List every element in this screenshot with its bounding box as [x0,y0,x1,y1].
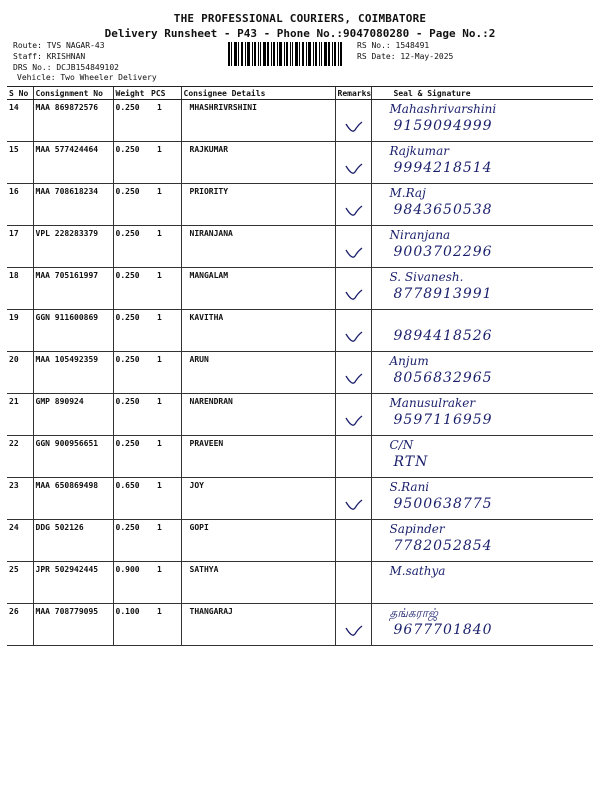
cell-pcs: 1 [149,562,181,604]
signature-name: Manusulraker [389,396,476,410]
cell-consignment: JPR 502942445 [33,562,113,604]
tick-mark-icon [344,120,364,134]
table-row [7,352,593,394]
cell-pcs: 1 [149,100,181,142]
cell-weight: 0.250 [113,142,149,184]
signature-phone: 9677701840 [393,622,493,638]
cell-signature [371,184,593,226]
signature-name: S. Sivanesh. [389,270,464,284]
cell-sno: 23 [7,478,33,520]
signature-phone: 8778913991 [393,286,493,302]
table-row [7,604,593,646]
cell-remarks [335,310,371,352]
cell-remarks [335,520,371,562]
cell-signature [371,562,593,604]
vehicle-label: Vehicle: Two Wheeler Delivery [17,73,157,82]
signature-name: Rajkumar [389,144,449,158]
cell-sno: 16 [7,184,33,226]
col-remarks: Remarks [335,87,371,100]
cell-weight: 0.250 [113,352,149,394]
table-row [7,310,593,352]
runsheet-table [7,86,593,646]
cell-weight: 0.250 [113,310,149,352]
cell-consignment: MAA 708618234 [33,184,113,226]
cell-consignee: ARUN [181,352,335,394]
table-row [7,226,593,268]
signature-phone: 9597116959 [393,412,493,428]
cell-signature [371,604,593,646]
staff-label: Staff: KRISHNAN [13,52,86,61]
cell-signature [371,226,593,268]
cell-pcs: 1 [149,310,181,352]
cell-pcs: 1 [149,604,181,646]
company-title: THE PROFESSIONAL COURIERS, COIMBATORE [173,12,427,25]
rs-number: RS No.: 1548491 [357,41,430,50]
signature-name: தங்கராஜ் [389,606,438,620]
table-row [7,478,593,520]
cell-signature [371,436,593,478]
cell-consignment: DDG 502126 [33,520,113,562]
cell-weight: 0.250 [113,520,149,562]
cell-consignee: MHASHRIVRSHINI [181,100,335,142]
cell-weight: 0.250 [113,184,149,226]
cell-consignee: THANGARAJ [181,604,335,646]
cell-weight: 0.900 [113,562,149,604]
cell-pcs: 1 [149,142,181,184]
cell-sno: 15 [7,142,33,184]
cell-weight: 0.250 [113,100,149,142]
tick-mark-icon [344,372,364,386]
cell-consignee: NIRANJANA [181,226,335,268]
cell-sno: 25 [7,562,33,604]
cell-signature [371,478,593,520]
signature-phone: 9003702296 [393,244,493,260]
col-sno: S No [7,87,33,100]
cell-weight: 0.250 [113,394,149,436]
cell-consignment: GMP 890924 [33,394,113,436]
signature-name: M.Raj [389,186,426,200]
table-row [7,100,593,142]
cell-consignee: RAJKUMAR [181,142,335,184]
tick-mark-icon [344,204,364,218]
cell-pcs: 1 [149,352,181,394]
signature-phone: 9894418526 [393,328,493,344]
cell-consignment: MAA 708779095 [33,604,113,646]
tick-mark-icon [344,246,364,260]
cell-consignment: VPL 228283379 [33,226,113,268]
tick-mark-icon [344,414,364,428]
runsheet-title: Delivery Runsheet - P43 - Phone No.:9047080280 - Page No.:2 [104,27,496,40]
cell-consignment: MAA 105492359 [33,352,113,394]
cell-pcs: 1 [149,184,181,226]
cell-remarks [335,142,371,184]
route-label: Route: TVS NAGAR-43 [13,41,105,50]
cell-consignment: GGN 911600869 [33,310,113,352]
cell-signature [371,142,593,184]
cell-consignee: JOY [181,478,335,520]
cell-remarks [335,478,371,520]
col-seal-signature: Seal & Signature [371,87,593,100]
col-consignee: Consignee Details [181,87,335,100]
cell-consignee: SATHYA [181,562,335,604]
col-pcs: PCS [149,87,181,100]
cell-sno: 18 [7,268,33,310]
cell-consignment: GGN 900956651 [33,436,113,478]
table-row [7,520,593,562]
col-consignment: Consignment No [33,87,113,100]
cell-remarks [335,436,371,478]
cell-consignee: MANGALAM [181,268,335,310]
cell-sno: 17 [7,226,33,268]
signature-name: C/N [389,438,414,452]
cell-remarks [335,184,371,226]
cell-remarks [335,100,371,142]
cell-weight: 0.250 [113,226,149,268]
tick-mark-icon [344,162,364,176]
cell-remarks [335,394,371,436]
signature-name: Mahashrivarshini [389,102,497,116]
signature-phone: RTN [393,454,429,470]
cell-remarks [335,604,371,646]
cell-consignment: MAA 577424464 [33,142,113,184]
cell-pcs: 1 [149,268,181,310]
cell-pcs: 1 [149,520,181,562]
cell-consignee: PRIORITY [181,184,335,226]
cell-sno: 14 [7,100,33,142]
cell-signature [371,310,593,352]
table-row [7,436,593,478]
col-weight: Weight [113,87,149,100]
rs-date: RS Date: 12-May-2025 [357,52,454,61]
cell-sno: 20 [7,352,33,394]
signature-phone: 9843650538 [393,202,493,218]
cell-sno: 24 [7,520,33,562]
cell-signature [371,268,593,310]
cell-remarks [335,268,371,310]
drs-number: DRS No.: DCJB154849102 [13,63,119,72]
signature-phone: 9159094999 [393,118,493,134]
cell-consignment: MAA 705161997 [33,268,113,310]
cell-sno: 19 [7,310,33,352]
table-row [7,142,593,184]
cell-remarks [335,562,371,604]
tick-mark-icon [344,288,364,302]
cell-consignment: MAA 650869498 [33,478,113,520]
cell-sno: 26 [7,604,33,646]
signature-name: Anjum [389,354,429,368]
cell-sno: 22 [7,436,33,478]
cell-consignment: MAA 869872576 [33,100,113,142]
signature-name: Niranjana [389,228,451,242]
cell-consignee: GOPI [181,520,335,562]
cell-signature [371,394,593,436]
cell-weight: 0.250 [113,436,149,478]
cell-signature [371,352,593,394]
signature-phone: 7782052854 [393,538,493,554]
cell-signature [371,100,593,142]
cell-pcs: 1 [149,226,181,268]
barcode-image [228,42,342,66]
cell-consignee: PRAVEEN [181,436,335,478]
tick-mark-icon [344,498,364,512]
cell-remarks [335,226,371,268]
cell-consignee: KAVITHA [181,310,335,352]
cell-pcs: 1 [149,436,181,478]
cell-weight: 0.250 [113,268,149,310]
tick-mark-icon [344,624,364,638]
cell-pcs: 1 [149,394,181,436]
cell-weight: 0.650 [113,478,149,520]
signature-name: Sapinder [389,522,445,536]
cell-remarks [335,352,371,394]
table-row [7,562,593,604]
signature-phone: 8056832965 [393,370,493,386]
table-header-row [7,87,593,100]
table-row [7,268,593,310]
table-row [7,184,593,226]
signature-name: M.sathya [389,564,446,578]
signature-phone: 9500638775 [393,496,493,512]
table-row [7,394,593,436]
cell-weight: 0.100 [113,604,149,646]
signature-name: S.Rani [389,480,430,494]
cell-pcs: 1 [149,478,181,520]
signature-phone: 9994218514 [393,160,493,176]
tick-mark-icon [344,330,364,344]
cell-sno: 21 [7,394,33,436]
cell-signature [371,520,593,562]
cell-consignee: NARENDRAN [181,394,335,436]
